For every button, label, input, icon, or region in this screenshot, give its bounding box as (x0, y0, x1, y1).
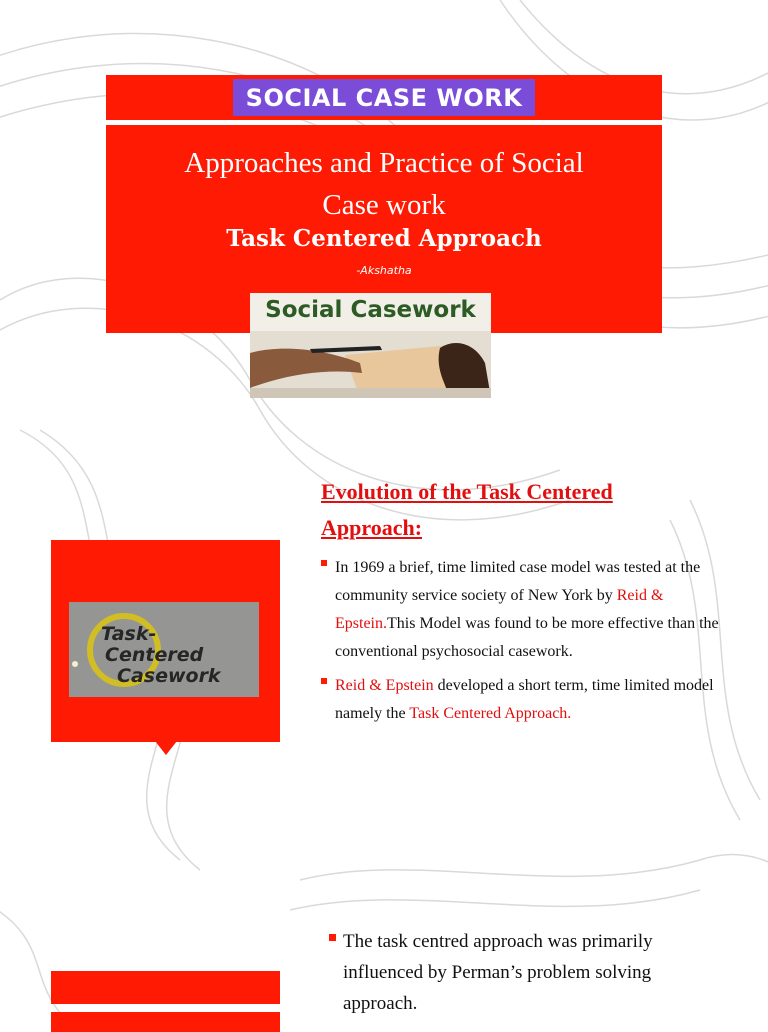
slide-title-line1: Approaches and Practice of Social (184, 147, 584, 179)
task-centered-casework-image (69, 602, 259, 697)
left-red-panel (51, 971, 280, 1004)
author-name: -Akshatha (356, 264, 412, 277)
bullet-square-icon (321, 560, 327, 566)
evolution-bullets (321, 554, 721, 734)
list-item: In 1969 a brief, time limited case model was tested at the community service society of New York by Reid & Epstein.This Model was found to be more effective than the conventional psychosocial casework. (321, 554, 721, 666)
social-casework-image (250, 293, 491, 398)
list-item: The task centred approach was primarily influenced by Perman’s problem solving approach. (329, 926, 729, 1019)
bullet-square-icon (329, 934, 336, 941)
left-red-panel-lower (51, 1012, 280, 1032)
image-text: Task- Centered Casework (101, 623, 221, 687)
title-slide (0, 0, 768, 430)
image-caption: Social Casework (265, 297, 476, 323)
list-item: Reid & Epstein developed a short term, time limited model namely the Task Centered Approach. (321, 672, 721, 728)
evolution-slide (0, 430, 768, 870)
panel-pointer (155, 741, 177, 755)
slide-title-line2: Case work (322, 189, 446, 221)
evolution-heading: Evolution of the Task Centered Approach: (321, 479, 613, 540)
bullet-square-icon (321, 678, 327, 684)
slide-subtitle: Task Centered Approach (226, 225, 542, 252)
influence-slide (0, 870, 768, 1024)
slide-title (106, 142, 662, 226)
course-badge: SOCIAL CASE WORK (233, 79, 535, 116)
